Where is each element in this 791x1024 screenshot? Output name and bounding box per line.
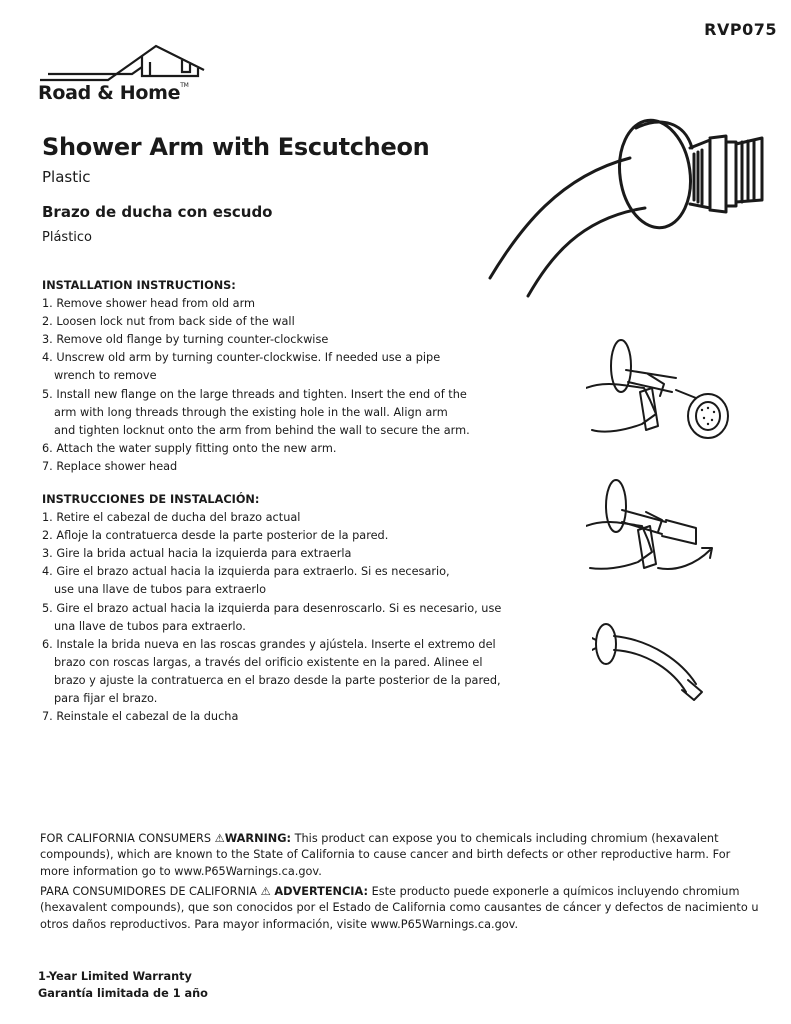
list-item: 6. Instale la brida nueva en las roscas grandes y ajústela. Inserte el extremo del brazo con roscas largas, a través del orificio existente en la pared. Alinee el brazo y ajuste la contratuerca en el brazo desde la parte posterior de la pared, para fijar el brazo. bbox=[42, 637, 501, 706]
warning-en-text: This product can expose you to chemicals including chromium (hexavalent compounds), which are known to the State of California to cause cancer and birth defects or other reproductive harm. For more information go to www.P65Warnings.ca.gov. bbox=[40, 832, 731, 878]
warranty-en: 1-Year Limited Warranty bbox=[38, 970, 192, 983]
instructions-es bbox=[42, 491, 512, 726]
warranty-es: Garantía limitada de 1 año bbox=[38, 987, 208, 1000]
warranty-block bbox=[38, 968, 208, 1002]
list-item: 1. Remove shower head from old arm bbox=[42, 297, 256, 311]
brand-text: Road & Home bbox=[38, 82, 181, 104]
brand-name bbox=[38, 82, 189, 104]
list-item: 5. Install new flange on the large threads and tighten. Insert the end of the arm with long threads through the existing hole in the wall. Align arm and tighten locknut onto the arm from behind the wall to secure the arm. bbox=[42, 387, 470, 437]
warning-en-prefix: FOR CALIFORNIA CONSUMERS bbox=[40, 832, 215, 845]
warning-es-label: ADVERTENCIA: bbox=[274, 885, 368, 898]
list-item: 2. Loosen lock nut from back side of the wall bbox=[42, 315, 295, 329]
list-item: 3. Remove old flange by turning counter-clockwise bbox=[42, 333, 329, 347]
product-material: Plastic bbox=[42, 168, 91, 186]
list-item: 7. Reinstale el cabezal de la ducha bbox=[42, 710, 239, 724]
unscrew-arm-illustration bbox=[586, 472, 726, 582]
instructions-en-heading: INSTALLATION INSTRUCTIONS: bbox=[42, 279, 236, 292]
product-title: Shower Arm with Escutcheon bbox=[42, 133, 430, 161]
warning-triangle-icon: ⚠ bbox=[260, 885, 275, 898]
prop65-warning-es bbox=[40, 884, 760, 933]
list-item: 4. Gire el brazo actual hacia la izquierda para extraerlo. Si es necesario, use una llave de tubos para extraerlo bbox=[42, 565, 450, 597]
product-title-es: Brazo de ducha con escudo bbox=[42, 203, 273, 221]
list-item: 1. Retire el cabezal de ducha del brazo actual bbox=[42, 511, 301, 525]
warning-triangle-icon: ⚠ bbox=[214, 832, 225, 845]
list-item: 5. Gire el brazo actual hacia la izquierda para desenroscarlo. Si es necesario, use una llave de tubos para extraerlo. bbox=[42, 601, 502, 633]
product-sku: RVP075 bbox=[704, 20, 777, 39]
warning-en-label: WARNING: bbox=[224, 832, 292, 845]
instructions-en bbox=[42, 277, 512, 476]
prop65-warning-en bbox=[40, 831, 760, 880]
list-item: 6. Attach the water supply fitting onto the new arm. bbox=[42, 441, 337, 455]
list-item: 3. Gire la brida actual hacia la izquierda para extraerla bbox=[42, 547, 352, 561]
instructions-es-heading: INSTRUCCIONES DE INSTALACIÓN: bbox=[42, 493, 260, 506]
instructions-es-list bbox=[42, 509, 512, 726]
list-item: 7. Replace shower head bbox=[42, 459, 178, 473]
warning-es-prefix: PARA CONSUMIDORES DE CALIFORNIA bbox=[40, 885, 261, 898]
warning-es-text: Este producto puede exponerle a químicos incluyendo chromium (hexavalent compounds), que son conocidos por el Estado de California como causantes de cáncer y defectos de nacimiento u otros daños reproductivos. Para mayor información, visite www.P65Warnings.ca.gov. bbox=[40, 885, 759, 931]
product-material-es: Plástico bbox=[42, 230, 93, 245]
shower-arm-illustration bbox=[480, 108, 780, 298]
list-item: 2. Afloje la contratuerca desde la parte posterior de la pared. bbox=[42, 529, 389, 543]
instructions-en-list bbox=[42, 295, 512, 476]
remove-shower-head-illustration bbox=[586, 330, 736, 450]
list-item: 4. Unscrew old arm by turning counter-clockwise. If needed use a pipe wrench to remove bbox=[42, 351, 441, 383]
installed-arm-illustration bbox=[592, 622, 712, 702]
trademark-mark: TM bbox=[180, 82, 189, 89]
